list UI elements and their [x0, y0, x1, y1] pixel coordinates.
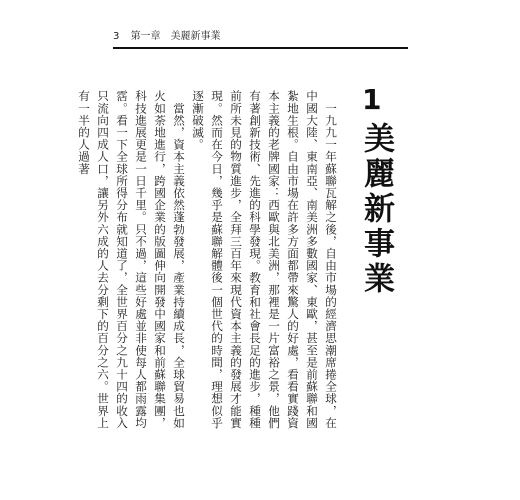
body-paragraph: 當然，資本主義依然蓬勃發展，產業持續成長，全球貿易也如火如荼地進行，跨國企業的版圖伸向開發中國家和前蘇聯集團，科技進展更是一日千里。只不過，這些好處並非使每人都雨露均霑。看一下全球所得分布就知道了，全世界百分之九十四的收入只流向四成人口，讓另外六成的人去分剩下的百分之六。世界上有一半的人過著	[77, 90, 186, 429]
running-header	[113, 27, 221, 42]
body-paragraph: 一九九一年蘇聯瓦解之後，自由市場的經濟思潮席捲全球，在中國大陸、東南亞、南美洲多數國家、東歐，甚至是前蘇聯和國紮地生根。自由市場在許多方面都帶來驚人的好處，看看實踐資本主義的老牌國家：西歐與北美洲，那裡是一片富裕之景，他們有著創新技術、先進的科學發現。教育和社會長足的進步，種種前所未見的物質進步，全拜三百年來現代資本主義的發展才能實現。然而在今日，幾乎是蘇聯解體後一個世代的時間，理想似乎逐漸破滅。	[191, 90, 338, 429]
running-title: 第一章 美麗新事業	[130, 31, 221, 42]
chapter-title: 美麗新事業	[358, 122, 394, 297]
body-text	[74, 90, 340, 432]
header-rule	[113, 47, 408, 49]
chapter-number: 1	[362, 83, 382, 116]
page-number: 3	[113, 31, 120, 42]
